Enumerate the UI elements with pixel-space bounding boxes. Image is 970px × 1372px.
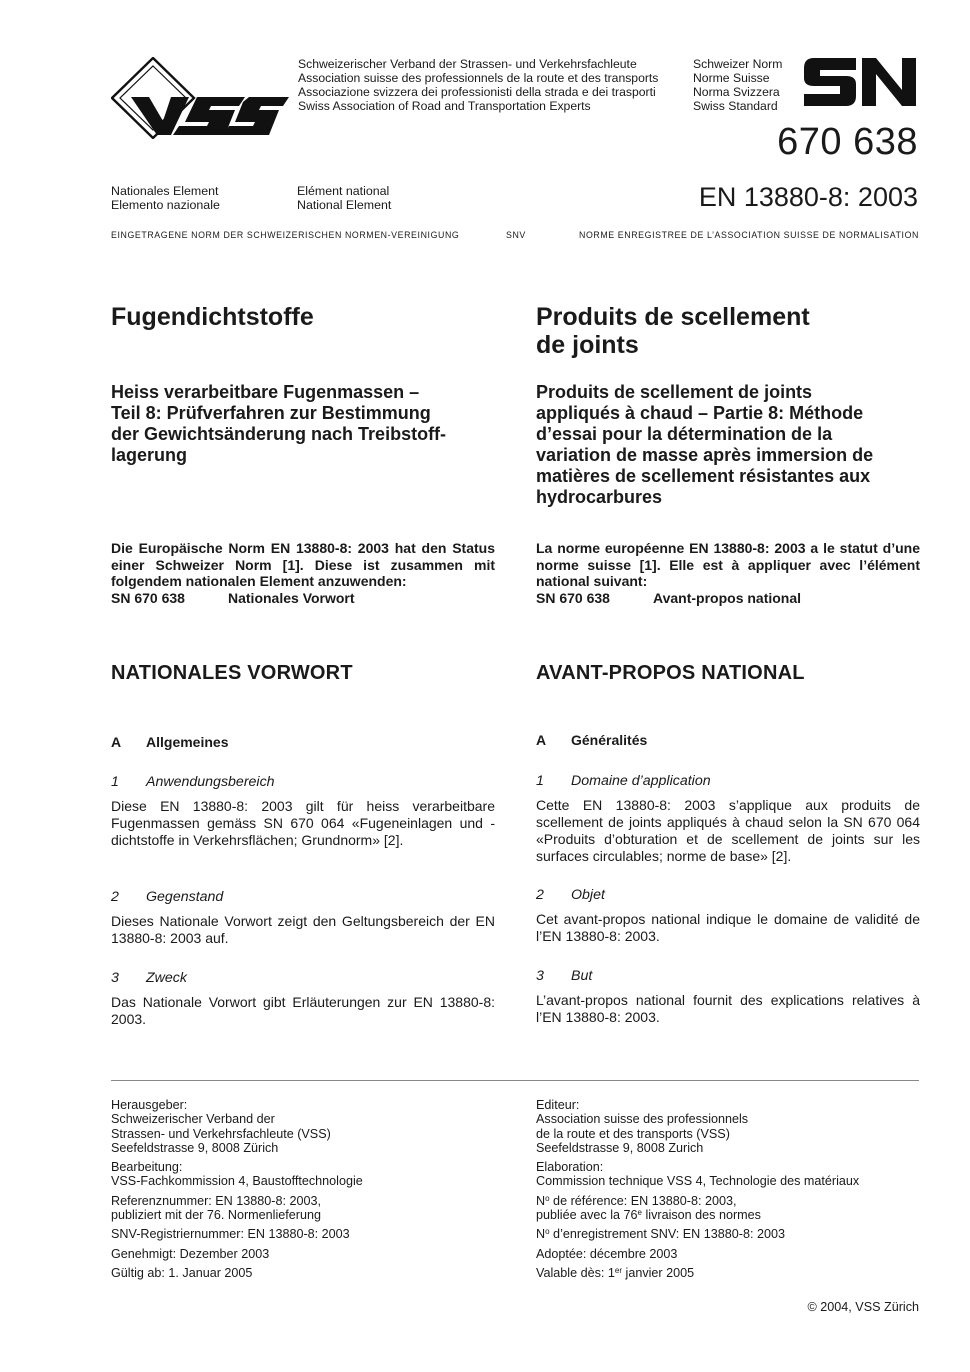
german-item-3-body (111, 994, 495, 1028)
superscript: er (614, 1265, 623, 1275)
french-subtitle-line: hydrocarbures (536, 487, 663, 507)
registration-bar (111, 230, 919, 242)
association-name-fr: Association suisse des professionnels de la route et des transports (298, 71, 659, 85)
french-item-title: Objet (571, 887, 605, 903)
french-section-a-heading (536, 732, 920, 748)
imprint-de-reference-line: publiziert mit der 76. Normenlieferung (111, 1208, 321, 1223)
national-element-label-en: National Element (297, 198, 392, 212)
national-element-labels-left (111, 184, 220, 212)
imprint-fr-editing-value: Commission technique VSS 4, Technologie des matériaux (536, 1174, 860, 1189)
german-intro-text: Die Europäische Norm EN 13880-8: 2003 hat den Status einer Schweizer Norm [1]. Diese ist zusammen mit folgendem nationalen Element anzuwenden: (111, 540, 495, 590)
french-item-2-heading (536, 887, 920, 903)
imprint-fr-publisher-line: de la route et des transports (VSS) (536, 1126, 730, 1141)
german-item-number: 3 (111, 970, 119, 986)
german-intro (111, 540, 495, 606)
french-title-line: Produits de scellement (536, 303, 810, 331)
imprint-german (111, 1098, 511, 1280)
en-standard-number: EN 13880-8: 2003 (698, 182, 918, 212)
french-section-a-letter: A (536, 732, 547, 748)
german-item-1-heading (111, 774, 495, 790)
french-title-line: de joints (536, 331, 639, 359)
text-part: publiée avec la 76 (536, 1208, 638, 1223)
text-part: d’enregistrement SNV: EN 13880-8: 2003 (549, 1227, 786, 1242)
french-item-number: 2 (536, 887, 544, 903)
national-element-label-it: Elemento nazionale (111, 198, 220, 212)
registration-text-de: EINGETRAGENE NORM DER SCHWEIZERISCHEN NORMEN-VEREINIGUNG (111, 230, 460, 240)
text-part: de référence: EN 13880-8: 2003, (549, 1193, 737, 1208)
imprint-de-publisher-label: Herausgeber: (111, 1098, 188, 1112)
imprint-fr-publisher-label: Editeur: (536, 1098, 580, 1112)
german-item-title: Anwendungsbereich (146, 774, 275, 790)
german-item-number: 2 (111, 889, 119, 905)
registration-snv: SNV (506, 230, 526, 240)
imprint-de-approved: Genehmigt: Dezember 2003 (111, 1246, 270, 1261)
french-intro-ref-title: Avant-propos national (653, 589, 802, 606)
text-part: N (536, 1227, 546, 1242)
imprint-de-editing-label: Bearbeitung: (111, 1160, 183, 1175)
german-intro-ref-number: SN 670 638 (111, 589, 185, 606)
french-subtitle-line: Produits de scellement de joints (536, 382, 813, 402)
imprint-de-snv-registration: SNV-Registriernummer: EN 13880-8: 2003 (111, 1227, 350, 1242)
french-section-a-title: Généralités (571, 732, 648, 748)
superscript: o (545, 1193, 550, 1203)
association-names (298, 57, 658, 113)
german-section-a-title: Allgemeines (146, 734, 229, 750)
imprint-de-reference-line: Referenznummer: EN 13880-8: 2003, (111, 1193, 322, 1208)
association-name-en: Swiss Association of Road and Transportation Experts (298, 99, 591, 113)
french-item-number: 1 (536, 773, 544, 789)
association-name-it: Associazione svizzera dei professionisti della strada e dei trasporti (298, 85, 656, 99)
standard-number: 670 638 (777, 121, 918, 163)
german-section-a-letter: A (111, 734, 122, 750)
imprint-de-publisher-line: Strassen- und Verkehrsfachleute (VSS) (111, 1126, 331, 1141)
imprint-de-valid-from: Gültig ab: 1. Januar 2005 (111, 1265, 253, 1280)
german-intro-reference (111, 590, 495, 607)
french-title-block (536, 303, 920, 359)
imprint-fr-snv-registration (536, 1227, 936, 1241)
german-item-title: Zweck (146, 970, 187, 986)
german-section-a-heading (111, 734, 495, 750)
german-item-2-heading (111, 889, 495, 905)
vss-logo (111, 57, 289, 139)
association-name-de: Schweizerischer Verband der Strassen- und Verkehrsfachleute (298, 57, 637, 71)
national-element-labels-right (297, 184, 391, 212)
german-intro-ref-title: Nationales Vorwort (228, 589, 355, 606)
german-item-text: Dieses Nationale Vorwort zeigt den Geltungsbereich der EN 13880-8: 2003 auf. (111, 913, 495, 946)
sn-logo (800, 54, 920, 110)
german-subtitle (111, 382, 495, 466)
german-subtitle-line: der Gewichtsänderung nach Treibstoff- (111, 424, 447, 444)
french-item-text: Cette EN 13880-8: 2003 s’applique aux produits de scellement de joints appliqués à chaud selon la SN 670 064 «Produits d’obturation et de scellement de joints sur les surfaces circulables; norme de base» [2]. (536, 797, 920, 864)
german-subtitle-line: Teil 8: Prüfverfahren zur Bestimmung (111, 403, 431, 423)
imprint-french (536, 1098, 936, 1280)
imprint-fr-valid-from (536, 1266, 936, 1280)
norm-name-de: Schweizer Norm (693, 57, 783, 71)
divider-line (111, 1080, 919, 1081)
superscript: e (637, 1208, 642, 1218)
german-title: Fugendichtstoffe (111, 303, 314, 331)
imprint-de-editing-value: VSS-Fachkommission 4, Baustofftechnologie (111, 1174, 363, 1189)
imprint-de-publisher-line: Seefeldstrasse 9, 8008 Zürich (111, 1140, 279, 1155)
national-element-label-de: Nationales Element (111, 184, 219, 198)
french-subtitle-line: matières de scellement résistantes aux (536, 466, 871, 486)
norm-type-names (693, 57, 782, 113)
german-item-1-body (111, 798, 495, 849)
imprint-fr-editing-label: Elaboration: (536, 1160, 604, 1175)
imprint-fr-reference-line (536, 1194, 936, 1208)
french-item-text: Cet avant-propos national indique le domaine de validité de l’EN 13880-8: 2003. (536, 911, 920, 944)
french-intro-ref-number: SN 670 638 (536, 589, 610, 606)
norm-name-it: Norma Svizzera (693, 85, 780, 99)
french-subtitle-line: d’essai pour la détermination de la (536, 424, 833, 444)
french-subtitle-line: appliqués à chaud – Partie 8: Méthode (536, 403, 864, 423)
superscript: o (545, 1227, 550, 1237)
french-item-number: 3 (536, 968, 544, 984)
french-intro (536, 540, 920, 606)
german-item-text: Diese EN 13880-8: 2003 gilt für heiss verarbeitbare Fugenmassen gemäss SN 670 064 «Fugeneinlagen und -dichtstoffe in Verkehrsflächen; Grundnorm» [2]. (111, 798, 495, 848)
norm-name-en: Swiss Standard (693, 99, 778, 113)
french-subtitle (536, 382, 920, 508)
imprint-fr-published-line (536, 1208, 936, 1222)
imprint-fr-publisher-line: Seefeldstrasse 9, 8008 Zurich (536, 1140, 704, 1155)
french-item-3-heading (536, 968, 920, 984)
german-item-text: Das Nationale Vorwort gibt Erläuterungen zur EN 13880-8: 2003. (111, 994, 495, 1027)
text-part: livraison des normes (641, 1208, 761, 1223)
french-item-title: But (571, 968, 593, 984)
text-part: Valable dès: 1 (536, 1265, 615, 1280)
german-subtitle-line: Heiss verarbeitbare Fugenmassen – (111, 382, 420, 402)
french-item-1-body (536, 797, 920, 865)
imprint-fr-publisher-line: Association suisse des professionnels (536, 1112, 749, 1127)
national-element-label-fr: Elément national (297, 184, 390, 198)
french-item-3-body (536, 992, 920, 1026)
text-part: N (536, 1193, 546, 1208)
german-item-3-heading (111, 970, 495, 986)
french-section-title: AVANT-PROPOS NATIONAL (536, 662, 805, 684)
french-item-1-heading (536, 773, 920, 789)
french-intro-text: La norme européenne EN 13880-8: 2003 a le statut d’une norme suisse [1]. Elle est à appliquer avec l’élément national suivant: (536, 540, 920, 590)
german-section-title: NATIONALES VORWORT (111, 662, 353, 684)
french-item-2-body (536, 911, 920, 945)
norm-name-fr: Norme Suisse (693, 71, 770, 85)
french-item-title: Domaine d’application (571, 773, 711, 789)
german-title-block (111, 303, 495, 331)
german-item-number: 1 (111, 774, 119, 790)
french-subtitle-line: variation de masse après immersion de (536, 445, 874, 465)
copyright-notice: © 2004, VSS Zürich (807, 1300, 919, 1314)
german-subtitle-line: lagerung (111, 445, 188, 465)
registration-text-fr: NORME ENREGISTREE DE L’ASSOCIATION SUISSE DE NORMALISATION (579, 230, 919, 240)
imprint-de-publisher-line: Schweizerischer Verband der (111, 1112, 275, 1127)
french-intro-reference (536, 590, 920, 607)
german-item-2-body (111, 913, 495, 947)
text-part: janvier 2005 (622, 1265, 695, 1280)
french-item-text: L’avant-propos national fournit des explications relatives à l’EN 13880-8: 2003. (536, 992, 920, 1025)
imprint-fr-approved: Adoptée: décembre 2003 (536, 1246, 678, 1261)
german-item-title: Gegenstand (146, 889, 224, 905)
